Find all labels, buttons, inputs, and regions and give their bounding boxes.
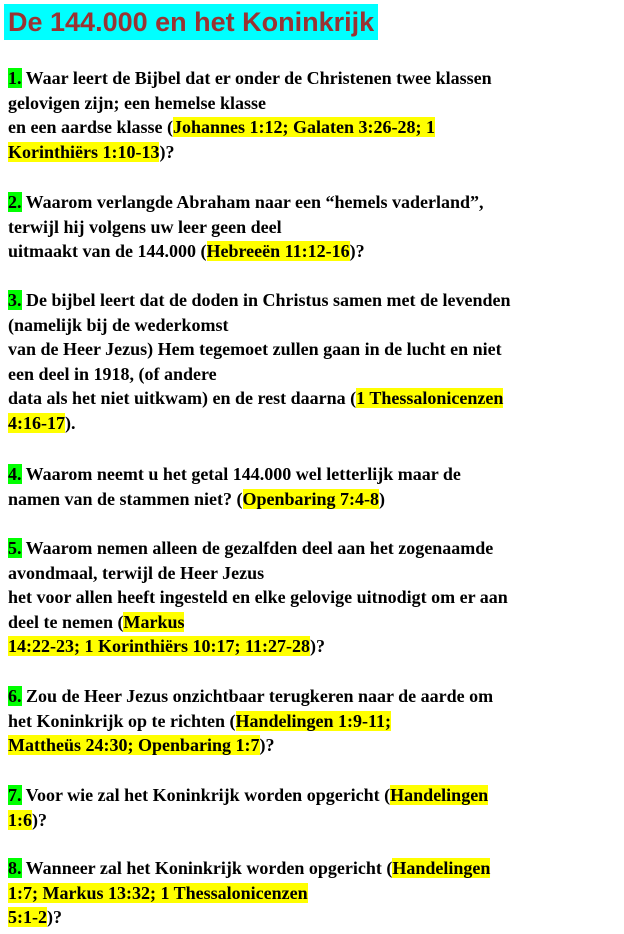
question-3-line-1: 3. De bijbel leert dat de doden in Christus samen met de levenden [8,290,511,310]
question-number: 6. [8,686,22,706]
question-5-line-1: 5. Waarom nemen alleen de gezalfden deel aan het zogenaamde [8,538,494,558]
bible-reference: 1:6 [8,809,32,830]
question-7 [8,783,608,832]
question-1-line-4: Korinthiërs 1:10-13)? [8,141,175,162]
question-8-line-2 [8,881,608,906]
question-8-line-1: 8. Wanneer zal het Koninkrijk worden opgericht (Handelingen [8,858,491,878]
question-number: 3. [8,290,22,310]
question-number: 5. [8,538,22,558]
bible-reference: 1 Thessalonicenzen [356,388,504,408]
bible-reference: Markus [123,611,185,632]
question-2-line-2: terwijl hij volgens uw leer geen deel [8,216,282,237]
question-7-line-1: 7. Voor wie zal het Koninkrijk worden opgericht (Handelingen [8,785,489,805]
question-4-line-2: namen van de stammen niet? (Openbaring 7:4-8) [8,488,386,509]
question-2 [8,190,608,264]
question-6-line-3: Mattheüs 24:30; Openbaring 1:7)? [8,735,275,755]
question-6 [8,684,608,758]
bible-reference: Openbaring 7:4-8 [242,488,380,509]
question-2-line-3: uitmaakt van de 144.000 (Hebreeën 11:12-16)? [8,241,365,261]
question-8-line-3: 5:1-2)? [8,907,62,927]
question-3-line-6: 4:16-17). [8,412,76,433]
question-1-line-3: en een aardse klasse (Johannes 1:12; Galaten 3:26-28; 1 [8,117,435,137]
question-3 [8,288,608,435]
question-5-line-3: het voor allen heeft ingesteld en elke gelovige uitnodigt om er aan [8,587,508,607]
question-4-line-1: 4. Waarom neemt u het getal 144.000 wel letterlijk maar de [8,464,461,484]
page-title: De 144.000 en het Koninkrijk [4,4,378,40]
question-number: 8. [8,858,22,878]
bible-reference: 5:1-2 [8,907,47,927]
question-5 [8,536,608,659]
bible-reference: 4:16-17 [8,412,65,433]
question-3-line-3: van de Heer Jezus) Hem tegemoet zullen gaan in de lucht en niet [8,339,502,359]
question-number: 1. [8,68,22,88]
question-6-line-1: 6. Zou de Heer Jezus onzichtbaar terugkeren naar de aarde om [8,686,494,706]
question-4 [8,462,608,511]
question-1-line-1: 1. Waar leert de Bijbel dat er onder de Christenen twee klassen [8,68,492,88]
question-1 [8,66,608,164]
question-2-line-1: 2. Waarom verlangde Abraham naar een “hemels vaderland”, [8,192,484,212]
bible-reference: Korinthiërs 1:10-13 [8,141,160,162]
question-3-line-4: een deel in 1918, (of andere [8,363,217,384]
bible-reference: Johannes 1:12; Galaten 3:26-28; 1 [173,117,435,137]
question-3-line-5: data als het niet uitkwam) en de rest daarna (1 Thessalonicenzen [8,388,504,408]
bible-reference: Handelingen [390,785,489,805]
question-1-line-2: gelovigen zijn; een hemelse klasse [8,92,266,113]
question-5-line-4: deel te nemen (Markus [8,611,185,632]
question-5-line-5: 14:22-23; 1 Korinthiërs 10:17; 11:27-28)? [8,636,325,656]
bible-reference: Handelingen [392,858,491,878]
bible-reference: Handelingen 1:9-11; [235,710,392,731]
question-7-line-2: 1:6)? [8,809,47,830]
question-number: 2. [8,192,22,212]
bible-reference: 14:22-23; 1 Korinthiërs 10:17; 11:27-28 [8,636,310,656]
question-3-line-2: (namelijk bij de wederkomst [8,314,229,335]
bible-reference: 1:7; Markus 13:32; 1 Thessalonicenzen [8,882,308,903]
question-number: 7. [8,785,22,805]
question-number: 4. [8,464,22,484]
question-8 [8,856,608,930]
question-5-line-2: avondmaal, terwijl de Heer Jezus [8,562,265,583]
bible-reference: Mattheüs 24:30; Openbaring 1:7 [8,735,260,755]
bible-reference: Hebreeën 11:12-16 [206,241,350,261]
question-6-line-2: het Koninkrijk op te richten (Handelingen 1:9-11; [8,710,392,731]
